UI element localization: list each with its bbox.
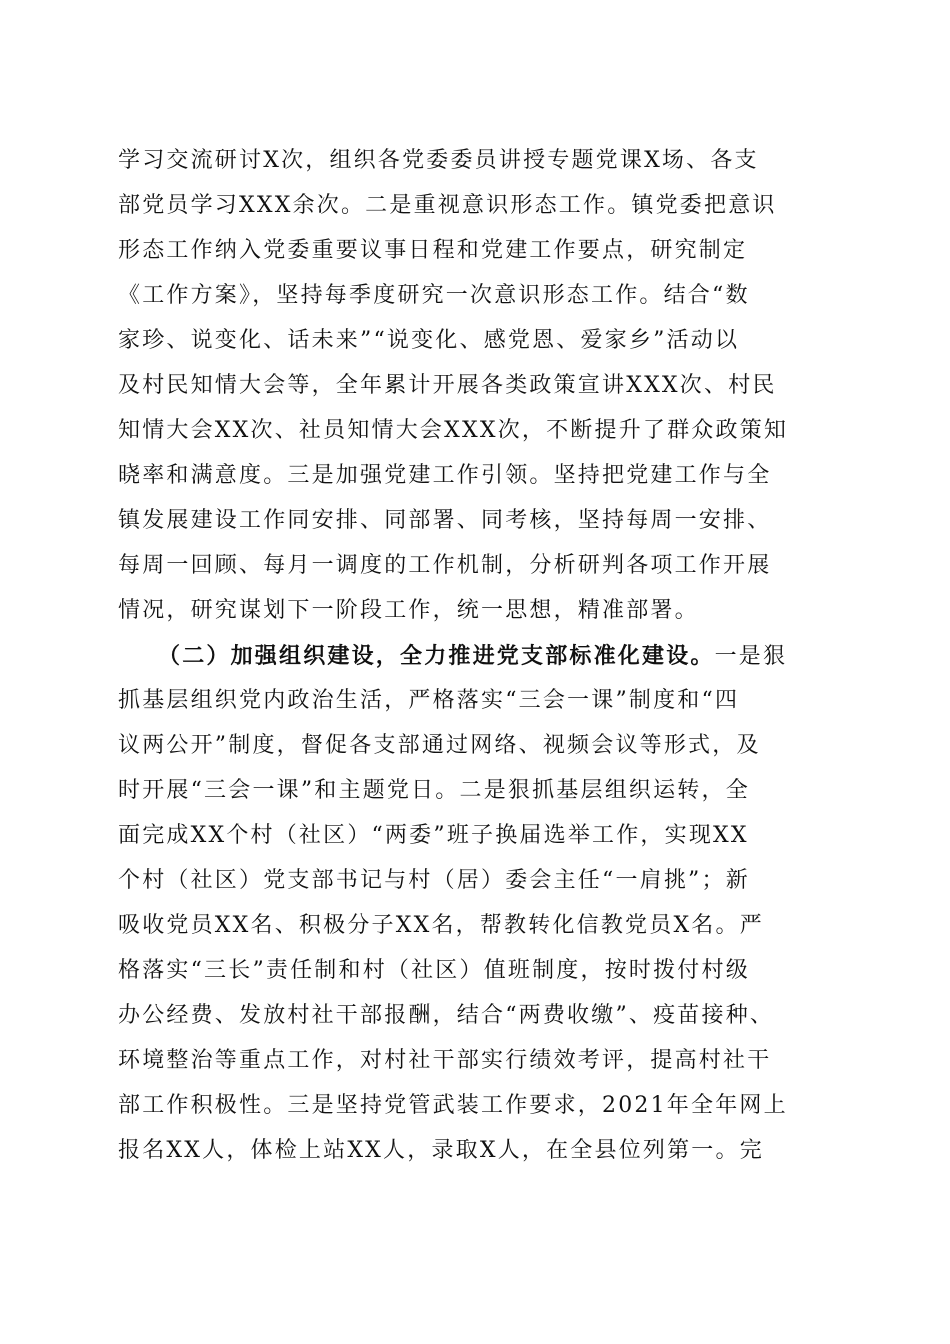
text-line: 家珍、说变化、话未来”“说变化、感党恩、爱家乡”活动以 — [118, 328, 740, 353]
text-line: 学习交流研讨X次，组织各党委委员讲授专题党课X场、各支 — [118, 148, 759, 173]
text-line: 及村民知情大会等，全年累计开展各类政策宣讲XXX次、村民 — [118, 373, 777, 398]
text-line: 格落实“三长”责任制和村（社区）值班制度，按时拨付村级 — [118, 958, 750, 983]
text-line: 部党员学习XXX余次。二是重视意识形态工作。镇党委把意识 — [118, 193, 777, 218]
text-line: 吸收党员XX名、积极分子XX名，帮教转化信教党员X名。严 — [118, 913, 764, 938]
text-line: 知情大会XX次、社员知情大会XXX次，不断提升了群众政策知 — [118, 418, 789, 443]
text-line: 部工作积极性。三是坚持党管武装工作要求，2021年全年网上 — [118, 1093, 788, 1118]
section-2-first-line-rest: 一是狠 — [714, 644, 788, 669]
text-line: 环境整治等重点工作，对村社干部实行绩效考评，提高村社干 — [118, 1048, 772, 1073]
text-line: 报名XX人，体检上站XX人，录取X人，在全县位列第一。完 — [118, 1138, 764, 1163]
text-line: 办公经费、发放村社干部报酬，结合“两费收缴”、疫苗接种、 — [118, 1003, 775, 1028]
text-line: 情况，研究谋划下一阶段工作，统一思想，精准部署。 — [118, 598, 699, 623]
text-line: 每周一回顾、每月一调度的工作机制，分析研判各项工作开展 — [118, 553, 772, 578]
text-line: 晓率和满意度。三是加强党建工作引领。坚持把党建工作与全 — [118, 463, 772, 488]
text-line: 镇发展建设工作同安排、同部署、同考核，坚持每周一安排、 — [118, 508, 772, 533]
text-line: 《工作方案》，坚持每季度研究一次意识形态工作。结合“数 — [118, 283, 750, 308]
text-line: 个村（社区）党支部书记与村（居）委会主任“一肩挑”；新 — [118, 868, 750, 893]
text-line: 抓基层组织党内政治生活，严格落实“三会一课”制度和“四 — [118, 688, 740, 713]
text-line: 面完成XX个村（社区）“两委”班子换届选举工作，实现XX — [118, 823, 749, 848]
text-line: 时开展“三会一课”和主题党日。二是狠抓基层组织运转，全 — [118, 778, 750, 803]
section-2-heading: （二）加强组织建设，全力推进党支部标准化建设。 — [158, 643, 715, 669]
text-line: 形态工作纳入党委重要议事日程和党建工作要点，研究制定 — [118, 238, 748, 263]
section-2-first-line — [158, 641, 787, 672]
text-line: 议两公开”制度，督促各支部通过网络、视频会议等形式，及 — [118, 733, 761, 758]
